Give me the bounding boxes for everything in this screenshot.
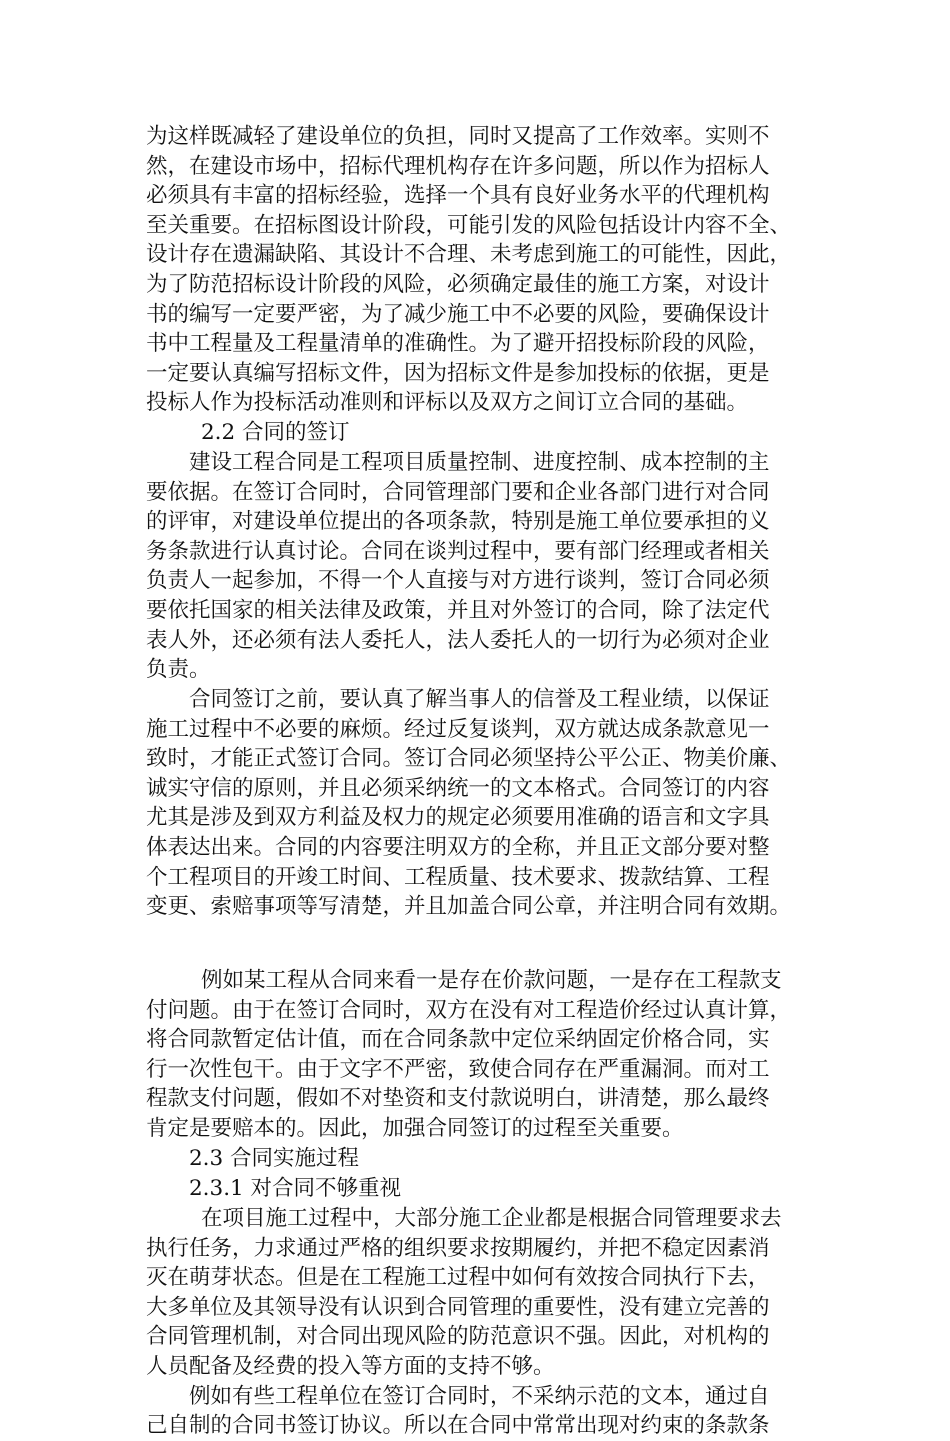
text-line: 将合同款暂定估计值，而在合同条款中定位采纳固定价格合同，实 <box>146 1027 770 1053</box>
text-line: 务条款进行认真讨论。合同在谈判过程中，要有部门经理或者相关 <box>146 538 770 564</box>
text-line: 肯定是要赔本的。因此，加强合同签订的过程至关重要。 <box>146 1115 684 1141</box>
section-heading-2-3 <box>146 1144 806 1174</box>
text-line: 变更、索赔事项等写清楚，并且加盖合同公章，并注明合同有效期。 <box>146 894 792 920</box>
paragraph-example-price <box>146 966 806 1144</box>
text-line: 一定要认真编写招标文件，因为招标文件是参加投标的依据，更是 <box>146 360 770 386</box>
text-line: 为了防范招标设计阶段的风险，必须确定最佳的施工方案，对设计 <box>146 271 770 297</box>
text-line: 书中工程量及工程量清单的准确性。为了避开招投标阶段的风险， <box>146 331 770 357</box>
text-line: 执行任务，力求通过严格的组织要求按期履约，并把不稳定因素消 <box>146 1235 770 1261</box>
paragraph-before-signing <box>146 685 806 922</box>
text-line: 例如某工程从合同来看一是存在价款问题，一是存在工程款支 <box>201 968 782 993</box>
heading-text: 2.3 合同实施过程 <box>189 1146 360 1171</box>
text-line: 灭在萌芽状态。但是在工程施工过程中如何有效按合同执行下去， <box>146 1265 770 1291</box>
text-line: 尤其是涉及到双方利益及权力的规定必须要用准确的语言和文字具 <box>146 805 770 831</box>
text-line: 然，在建设市场中，招标代理机构存在许多问题，所以作为招标人 <box>146 153 770 179</box>
text-line: 行一次性包干。由于文字不严密，致使合同存在严重漏洞。而对工 <box>146 1056 770 1082</box>
text-line: 要依据。在签订合同时，合同管理部门要和企业各部门进行对合同 <box>146 479 770 505</box>
paragraph-contract-basis <box>146 448 806 685</box>
paragraph-project-construction <box>146 1204 806 1382</box>
heading-text: 2.2 合同的签订 <box>201 420 350 445</box>
text-line: 必须具有丰富的招标经验，选择一个具有良好业务水平的代理机构 <box>146 183 770 209</box>
text-line: 付问题。由于在签订合同时，双方在没有对工程造价经过认真计算， <box>146 997 792 1023</box>
text-line: 施工过程中不必要的麻烦。经过反复谈判，双方就达成条款意见一 <box>146 716 770 742</box>
text-line: 大多单位及其领导没有认识到合同管理的重要性，没有建立完善的 <box>146 1294 770 1320</box>
text-line: 为这样既减轻了建设单位的负担，同时又提高了工作效率。实则不 <box>146 124 770 149</box>
text-line: 合同管理机制，对合同出现风险的防范意识不强。因此，对机构的 <box>146 1324 770 1350</box>
text-line: 诚实守信的原则，并且必须采纳统一的文本格式。合同签订的内容 <box>146 775 770 801</box>
text-line: 表人外，还必须有法人委托人，法人委托人的一切行为必须对企业 <box>146 627 770 653</box>
text-line: 在项目施工过程中，大部分施工企业都是根据合同管理要求去 <box>201 1206 782 1231</box>
text-line: 体表达出来。合同的内容要注明双方的全称，并且正文部分要对整 <box>146 834 770 860</box>
text-line: 负责。 <box>146 657 211 683</box>
text-line: 至关重要。在招标图设计阶段，可能引发的风险包括设计内容不全、 <box>146 212 792 238</box>
text-line: 例如有些工程单位在签订合同时，不采纳示范的文本，通过自 <box>189 1383 770 1409</box>
text-line: 建设工程合同是工程项目质量控制、进度控制、成本控制的主 <box>189 450 770 475</box>
text-line: 投标人作为投标活动准则和评标以及双方之间订立合同的基础。 <box>146 390 749 416</box>
text-line: 程款支付问题，假如不对垫资和支付款说明白，讲清楚，那么最终 <box>146 1086 770 1112</box>
text-line: 书的编写一定要严密，为了减少施工中不必要的风险，要确保设计 <box>146 301 770 327</box>
text-line: 个工程项目的开竣工时间、工程质量、技术要求、拨款结算、工程 <box>146 864 770 890</box>
text-line: 人员配备及经费的投入等方面的支持不够。 <box>146 1353 555 1379</box>
text-line: 设计存在遗漏缺陷、其设计不合理、未考虑到施工的可能性，因此， <box>146 242 792 268</box>
text-line: 要依托国家的相关法律及政策，并且对外签订的合同，除了法定代 <box>146 597 770 623</box>
heading-text: 2.3.1 对合同不够重视 <box>189 1176 402 1201</box>
text-line: 的评审，对建设单位提出的各项条款，特别是施工单位要承担的义 <box>146 509 770 535</box>
paragraph-risk-bidding <box>146 122 806 418</box>
text-line: 己自制的合同书签订协议。所以在合同中常常出现对约束的条款条 <box>146 1413 770 1439</box>
text-line: 合同签订之前，要认真了解当事人的信誉及工程业绩，以保证 <box>189 687 770 712</box>
text-line: 负责人一起参加，不得一个人直接与对方进行谈判，签订合同必须 <box>146 568 770 594</box>
section-heading-2-3-1 <box>146 1174 806 1204</box>
text-line: 致时，才能正式签订合同。签订合同必须坚持公平公正、物美价廉、 <box>146 746 792 772</box>
paragraph-example-template <box>146 1382 806 1441</box>
section-heading-2-2 <box>146 418 806 448</box>
